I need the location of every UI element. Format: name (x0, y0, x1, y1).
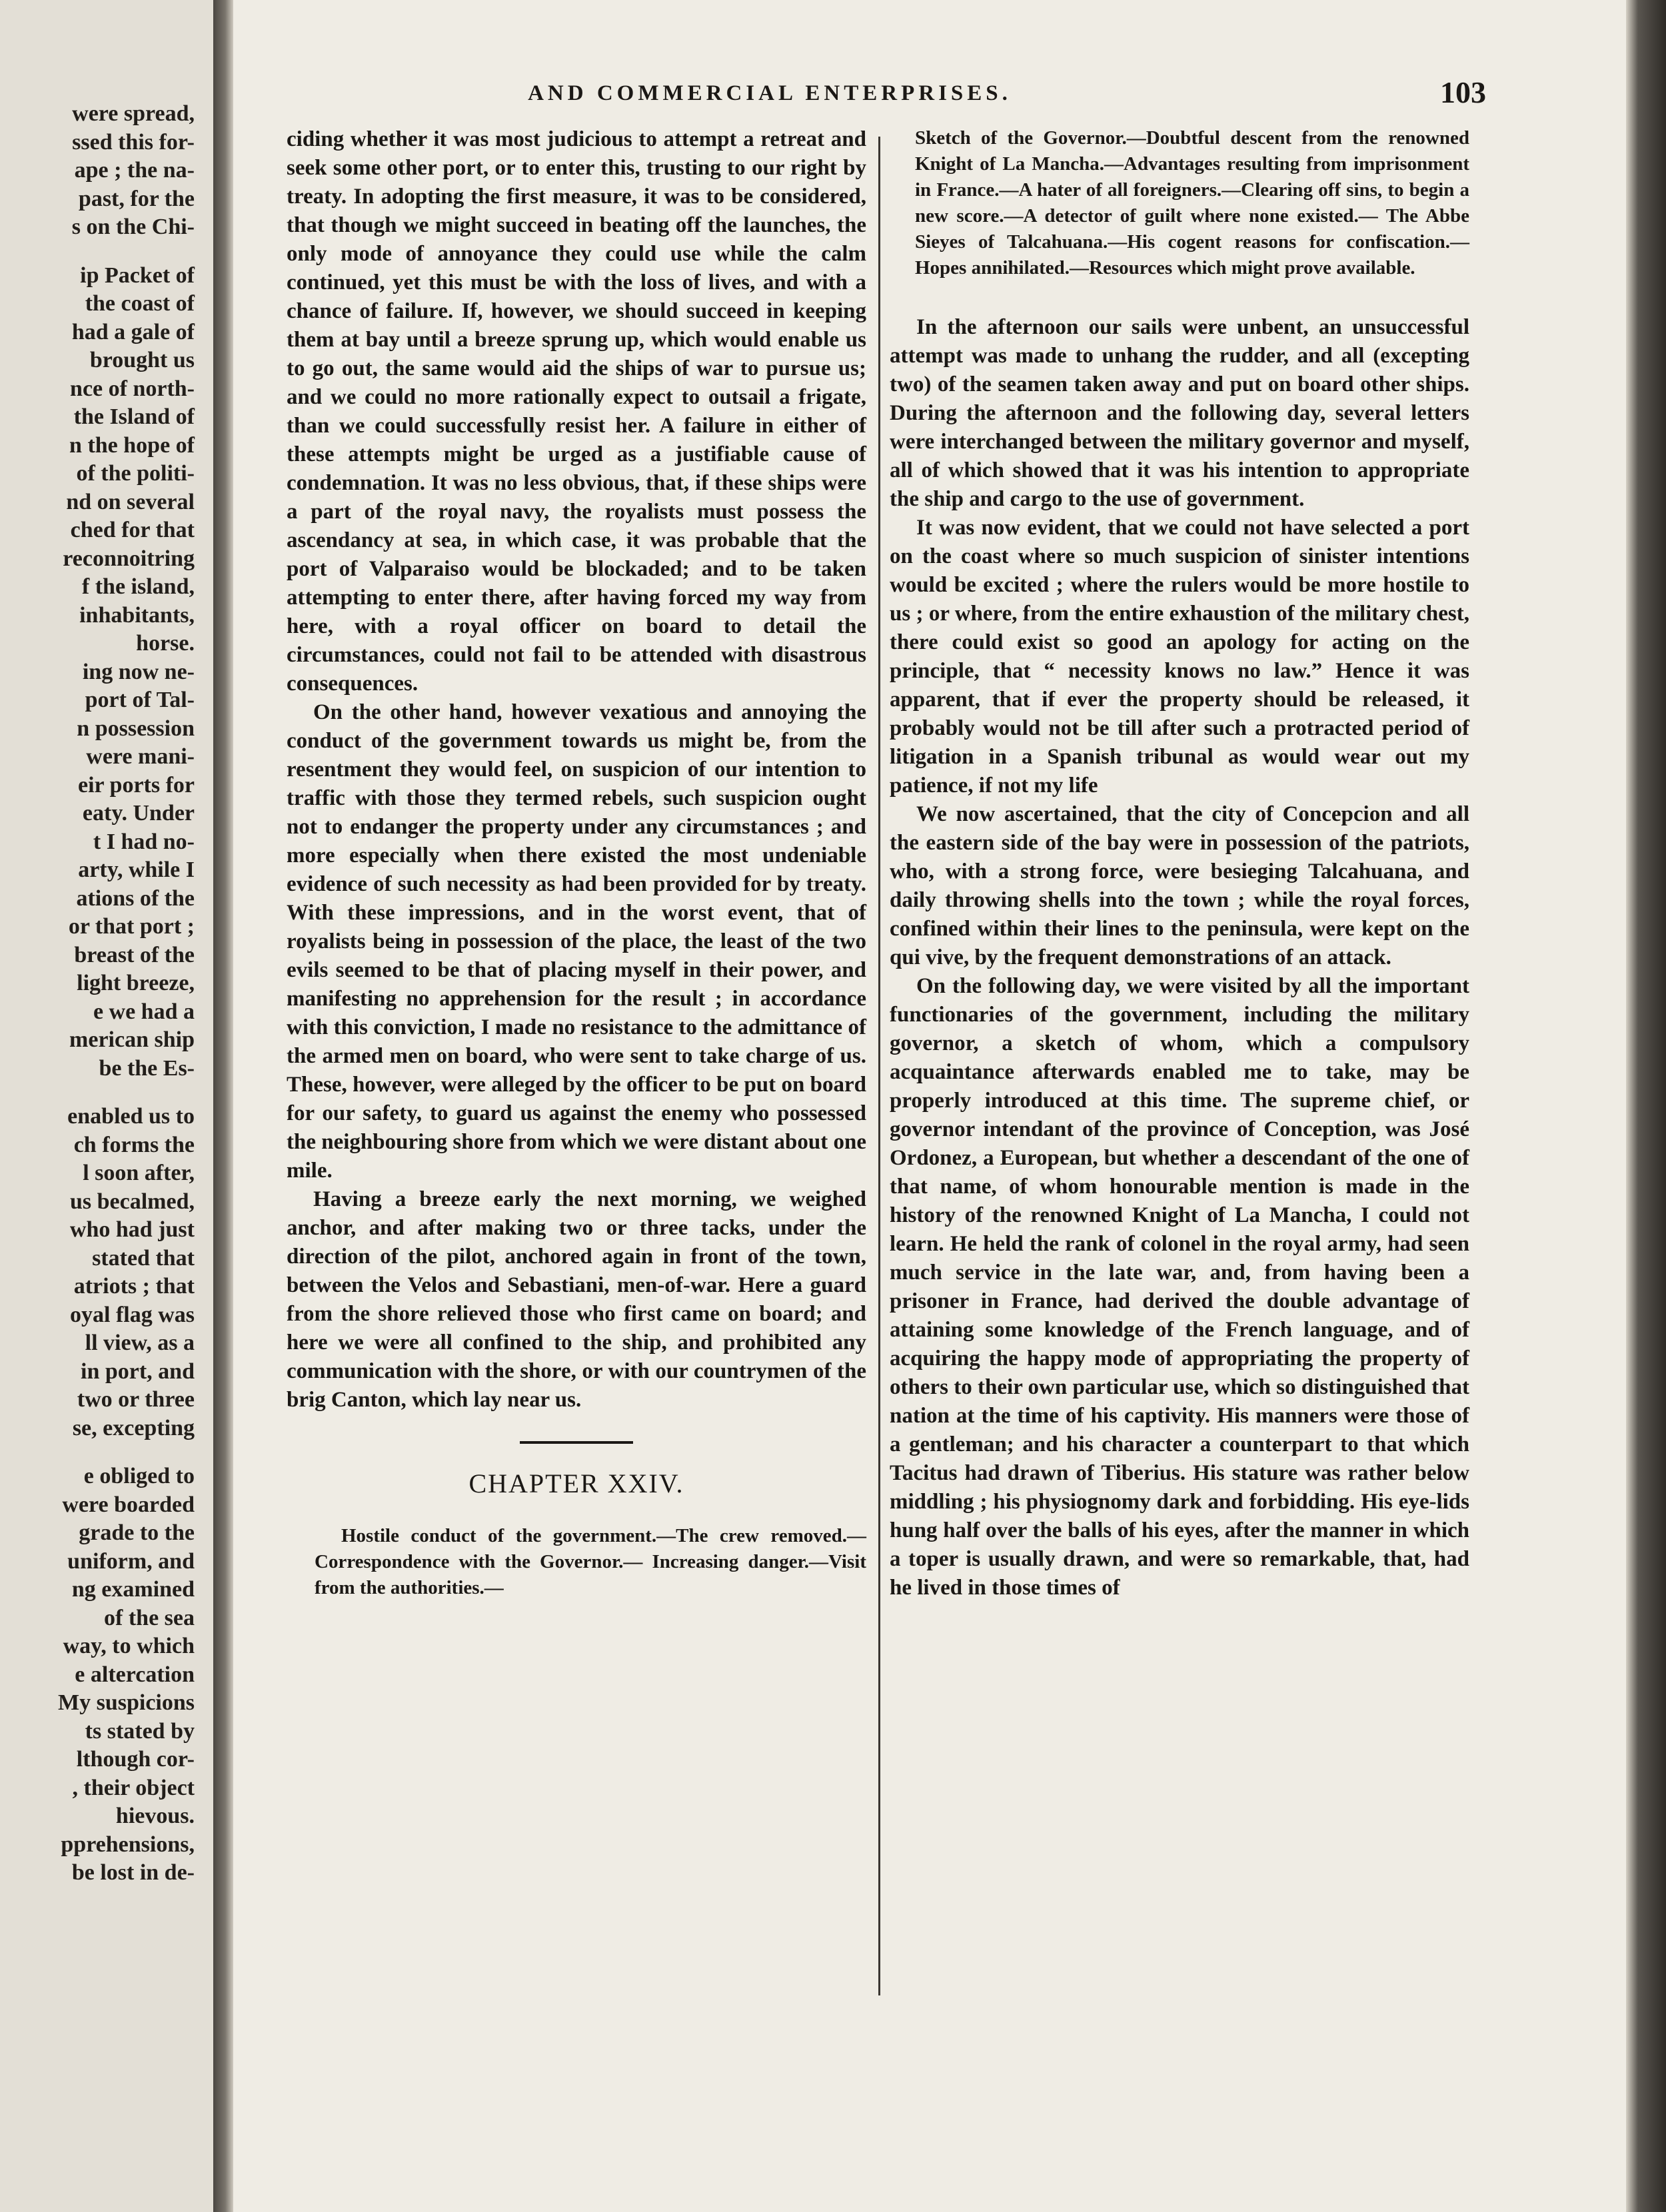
previous-page-line: se, excepting (72, 1415, 195, 1440)
previous-page-line: stated that (92, 1245, 195, 1271)
previous-page-line: were mani- (86, 744, 195, 769)
previous-page-line: ip Packet of (80, 263, 195, 288)
section-divider (520, 1441, 633, 1444)
previous-page-line: ssed this for- (72, 129, 195, 155)
previous-page-line: enabled us to (67, 1104, 195, 1129)
previous-page-line: ape ; the na- (74, 158, 195, 183)
book-gutter (213, 0, 233, 2212)
previous-page-line: e we had a (93, 999, 195, 1024)
previous-page-line: inhabitants, (79, 602, 195, 628)
previous-page-line: in port, and (81, 1359, 195, 1384)
previous-page-line: uniform, and (67, 1548, 195, 1574)
previous-page-line: breast of the (74, 942, 195, 967)
previous-page-line: merican ship (69, 1027, 195, 1052)
paragraph: In the afternoon our sails were unbent, an unsuccessful attempt was made to unhang the rudder, and all (excepting two) of the seamen taken away and put on board other ships. During the afternoon and the following day, several letters were interchanged between the military governor and myself, all of which showed that it was his intention to appropriate the ship and cargo to the use of government. (890, 315, 1469, 511)
previous-page-edge (0, 0, 213, 2212)
previous-page-line: past, for the (78, 186, 195, 211)
previous-page-line: us becalmed, (70, 1189, 195, 1214)
previous-page-line: t I had no- (93, 829, 195, 854)
previous-page-line: lthough cor- (76, 1747, 195, 1772)
previous-page-line: way, to which (63, 1634, 195, 1658)
previous-page-line: eaty. Under (82, 801, 195, 826)
column-rule (878, 137, 880, 1995)
previous-page-line: horse. (136, 631, 195, 656)
previous-page-line: hievous. (115, 1804, 195, 1828)
right-column (890, 125, 1469, 1602)
previous-page-line: ing now ne- (82, 659, 195, 684)
paragraph: Having a breeze early the next morning, we weighed anchor, and after making two or three tacks, under the direction of the pilot, anchored again in front of the town, between the Velos and Sebastiani, men-of-war. Here a guard from the shore relieved those who first came on board; and here we were all confined to the ship, and prohibited any communication with the shore, or with our countrymen of the brig Canton, which lay near us. (287, 1187, 866, 1412)
previous-page-line: arty, while I (78, 857, 195, 882)
previous-page-line: ations of the (76, 885, 195, 911)
page-number: 103 (1440, 75, 1486, 109)
previous-page-line: pprehensions, (61, 1832, 195, 1857)
previous-page-line: port of Tal- (85, 688, 195, 712)
paragraph: We now ascertained, that the city of Concepcion and all the eastern side of the bay were in possession of the patriots, who, with a strong force, were besieging Talcahuana, and daily throwing shells into the town ; while the royal forces, confined within their lines to the peninsula, were kept on the qui vive, by the frequent demonstrations of an attack. (890, 802, 1469, 969)
previous-page-line: were boarded (62, 1492, 195, 1517)
previous-page-line: l soon after, (83, 1161, 195, 1185)
previous-page-line: the Island of (73, 404, 195, 429)
previous-page-line: e altercation (75, 1662, 195, 1687)
previous-page-line: n possession (77, 716, 195, 741)
previous-page-line: n the hope of (69, 432, 195, 458)
chapter-synopsis: Hostile conduct of the government.—The crew removed.— Correspondence with the Governor.— Increasing danger.—Visit from the authorities.— (315, 1525, 866, 1598)
previous-page-line: were spread, (72, 101, 195, 126)
chapter-synopsis-continued: Sketch of the Governor.—Doubtful descent from the renowned Knight of La Mancha.—Advantages resulting from imprisonment in France.—A hater of all foreigners.—Clearing off sins, to begin a new score.—A detector of guilt where none existed.— The Abbe Sieyes of Talcahuana.—His cogent reasons for confiscation.—Hopes annihilated.—Resources which might prove available. (915, 127, 1469, 278)
previous-page-line: eir ports for (78, 772, 195, 798)
previous-page-line: be the Es- (99, 1055, 195, 1081)
previous-page-line: light breeze, (77, 971, 195, 995)
previous-page-line: who had just (69, 1217, 195, 1242)
chapter-title: CHAPTER XXIV. (468, 1468, 684, 1498)
previous-page-line: s on the Chi- (71, 215, 195, 239)
previous-page-line: ch forms the (73, 1132, 195, 1157)
previous-page-line: f the island, (81, 574, 195, 599)
paragraph: It was now evident, that we could not have selected a port on the coast where so much suspicion of sinister intentions would be excited ; where the rulers would be more hostile to us ; or where, from the entire exhaustion of the military chest, there could exist so good an apology for acting on the principle, that “ necessity knows no law.” Hence it was apparent, that if ever the property should be released, it probably would not be till after such a protracted period of litigation in a Spanish tribunal as would wear out my patience, if not my life (890, 516, 1469, 798)
previous-page-line: , their object (72, 1775, 195, 1800)
left-column (287, 125, 866, 1601)
previous-page-line: be lost in de- (71, 1860, 195, 1885)
previous-page-line: two or three (77, 1387, 195, 1412)
previous-page-line: reconnoitring (63, 546, 195, 571)
previous-page-line: ll view, as a (85, 1331, 195, 1355)
previous-page-line: nd on several (66, 489, 195, 514)
previous-page-line: e obliged to (83, 1464, 195, 1488)
paragraph: On the following day, we were visited by all the important functionaries of the government, including the military governor, a sketch of whom, which a compulsory acquaintance afterwards enabled me to take, may be properly introduced at this time. The supreme chief, or governor intendant of the province of Conception, was José Ordonez, a European, but whether a descendant of the one of that name, of whom honourable mention is made in the history of the renowned Knight of La Mancha, I could not learn. He held the rank of colonel in the royal army, had seen much service in the late war, and, from having been a prisoner in France, had derived the double advantage of attaining some knowledge of the French language, and of acquiring the happy mode of appropriating the property of others to their own particular use, which so distinguished that nation at the time of his captivity. His manners were those of a gentleman; and his character a counterpart to that which Tacitus had drawn of Tiberius. His stature was rather below middling ; his physiognomy dark and forbidding. His eye-lids hung half over the balls of his eyes, after the manner in which a toper is usually drawn, and were so remarkable, that, had he lived in those times of (890, 974, 1469, 1600)
previous-page-line: ched for that (70, 518, 195, 542)
previous-page-line: My suspicions (58, 1690, 195, 1715)
previous-page-line: atriots ; that (73, 1274, 195, 1299)
previous-page-line: of the sea (104, 1605, 195, 1630)
paragraph: On the other hand, however vexatious and annoying the conduct of the government towards us might be, from the resentment they would feel, on suspicion of our intention to traffic with those they termed rebels, such suspicion ought not to endanger the property under any circumstances ; and more especially when there existed the most undeniable evidence of such necessity as had been provided for by treaty. With these impressions, and in the worst event, that of royalists being in possession of the place, the least of the two evils seemed to be that of placing myself in their power, and manifesting no apprehension for the result ; in accordance with this conviction, I made no resistance to the admittance of the armed men on board, who were sent to take charge of us. These, however, were alleged by the officer to be put on board for our safety, to guard us against the enemy who possessed the neighbouring shore from which we were distant about one mile. (287, 700, 866, 1183)
previous-page-line: or that port ; (68, 914, 195, 939)
previous-page-line: had a gale of (71, 319, 195, 344)
previous-page-line: the coast of (85, 291, 195, 316)
previous-page-line: nce of north- (70, 376, 195, 401)
page-edge-shadow (1626, 0, 1666, 2212)
running-head: AND COMMERCIAL ENTERPRISES. (528, 81, 1012, 105)
previous-page-line: of the politi- (76, 461, 195, 486)
previous-page-line: ng examined (71, 1577, 195, 1602)
paragraph: ciding whether it was most judicious to attempt a retreat and seek some other port, or to enter this, trusting to our right by treaty. In adopting the first measure, it was to be considered, that though we might succeed in beating off the launches, the only mode of annoyance they could use while the calm continued, yet this must be with the loss of lives, and with a chance of failure. If, however, we should succeed in keeping them at bay until a breeze sprung up, which would enable us to go out, the same would aid the ships of war to pursue us; and we could no more rationally expect to outsail a frigate, than we could successfully resist her. A failure in either of these attempts might be urged as a justifiable cause of condemnation. It was no less obvious, that, if these ships were a part of the royal navy, the royalists must possess the ascendancy at sea, in which case, it was probable that the port of Valparaiso would be blockaded; and to be taken attempting to enter there, after having forced my way from here, with a royal officer on board to detail the circumstances, could not fail to be attended with disastrous consequences. (287, 127, 866, 696)
previous-page-line: brought us (89, 348, 195, 372)
previous-page-line: oyal flag was (70, 1302, 195, 1327)
previous-page-line: ts stated by (85, 1718, 195, 1744)
previous-page-line: grade to the (79, 1520, 195, 1545)
